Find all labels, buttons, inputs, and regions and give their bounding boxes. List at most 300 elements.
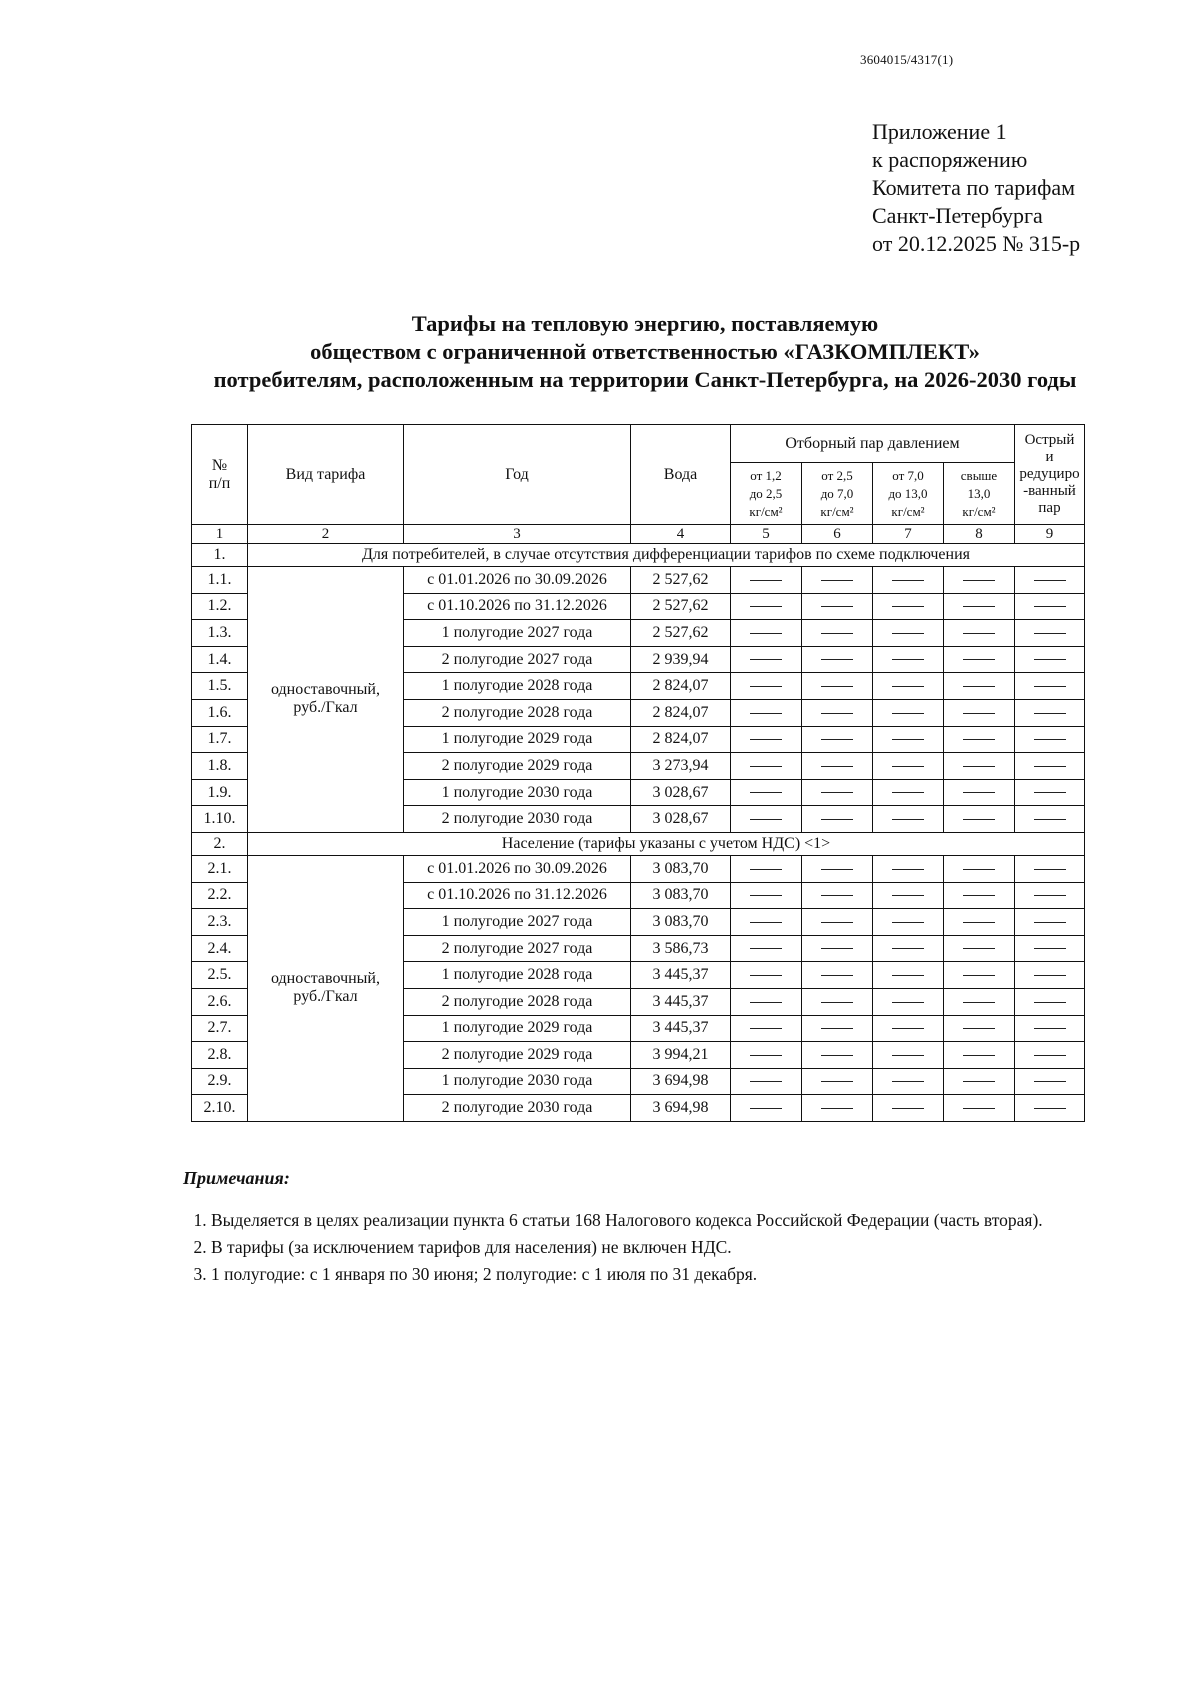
empty-dash-cell <box>731 909 802 936</box>
empty-dash-cell <box>1015 909 1085 936</box>
empty-dash-cell <box>1015 806 1085 833</box>
empty-dash-cell <box>731 855 802 882</box>
dash-mark <box>821 792 853 793</box>
row-number: 1.6. <box>192 699 248 726</box>
dash-mark <box>892 633 924 634</box>
water-tariff: 3 273,94 <box>631 753 731 780</box>
empty-dash-cell <box>731 593 802 620</box>
period: 2 полугодие 2027 года <box>404 646 631 673</box>
water-tariff: 3 694,98 <box>631 1068 731 1095</box>
dash-mark <box>963 713 995 714</box>
dash-mark <box>963 739 995 740</box>
empty-dash-cell <box>944 699 1015 726</box>
empty-dash-cell <box>731 673 802 700</box>
note-item: 1. Выделяется в целях реализации пункта 6 статьи 168 Налогового кодекса Российской Федерации (часть вторая). <box>211 1208 1156 1232</box>
column-number: 4 <box>631 525 731 544</box>
empty-dash-cell <box>944 909 1015 936</box>
empty-dash-cell <box>873 1068 944 1095</box>
period: 2 полугодие 2030 года <box>404 1095 631 1122</box>
dash-mark <box>1034 1108 1066 1109</box>
dash-mark <box>963 766 995 767</box>
period: 1 полугодие 2029 года <box>404 1015 631 1042</box>
row-number: 2.1. <box>192 855 248 882</box>
dash-mark <box>1034 766 1066 767</box>
water-tariff: 3 994,21 <box>631 1042 731 1069</box>
header-water: Вода <box>631 425 731 525</box>
row-number: 2.3. <box>192 909 248 936</box>
empty-dash-cell <box>802 882 873 909</box>
column-number: 3 <box>404 525 631 544</box>
dash-mark <box>821 975 853 976</box>
dash-mark <box>892 606 924 607</box>
dash-mark <box>821 922 853 923</box>
empty-dash-cell <box>944 593 1015 620</box>
dash-mark <box>1034 659 1066 660</box>
water-tariff: 2 824,07 <box>631 699 731 726</box>
row-number: 1.1. <box>192 567 248 594</box>
dash-mark <box>821 1108 853 1109</box>
row-number: 1.3. <box>192 620 248 647</box>
water-tariff: 3 083,70 <box>631 882 731 909</box>
table-row <box>192 567 1085 594</box>
period: 1 полугодие 2030 года <box>404 779 631 806</box>
dash-mark <box>892 1028 924 1029</box>
dash-mark <box>892 1108 924 1109</box>
dash-mark <box>1034 948 1066 949</box>
appendix-line: к распоряжению <box>872 147 1028 172</box>
section-number: 1. <box>192 544 248 567</box>
dash-mark <box>892 686 924 687</box>
empty-dash-cell <box>802 988 873 1015</box>
empty-dash-cell <box>1015 855 1085 882</box>
period: 1 полугодие 2027 года <box>404 620 631 647</box>
row-number: 2.8. <box>192 1042 248 1069</box>
column-numbers-row <box>192 525 1085 544</box>
row-number: 2.6. <box>192 988 248 1015</box>
notes-title: Примечания: <box>183 1168 290 1188</box>
note-item: 2. В тарифы (за исключением тарифов для населения) не включен НДС. <box>211 1235 1156 1259</box>
dash-mark <box>821 895 853 896</box>
header-sharp-steam: Острый и редуциро -ванный пар <box>1015 425 1085 525</box>
empty-dash-cell <box>944 779 1015 806</box>
water-tariff: 2 527,62 <box>631 620 731 647</box>
empty-dash-cell <box>873 806 944 833</box>
section-row <box>192 832 1085 855</box>
empty-dash-cell <box>873 699 944 726</box>
dash-mark <box>963 659 995 660</box>
empty-dash-cell <box>802 673 873 700</box>
empty-dash-cell <box>802 779 873 806</box>
header-steam-4: свыше 13,0 кг/см² <box>944 463 1015 525</box>
dash-mark <box>821 766 853 767</box>
dash-mark <box>750 869 782 870</box>
period: с 01.10.2026 по 31.12.2026 <box>404 593 631 620</box>
period: с 01.01.2026 по 30.09.2026 <box>404 567 631 594</box>
water-tariff: 3 083,70 <box>631 855 731 882</box>
empty-dash-cell <box>802 726 873 753</box>
dash-mark <box>892 819 924 820</box>
empty-dash-cell <box>873 779 944 806</box>
water-tariff: 3 028,67 <box>631 779 731 806</box>
row-number: 2.5. <box>192 962 248 989</box>
empty-dash-cell <box>802 620 873 647</box>
empty-dash-cell <box>873 855 944 882</box>
dash-mark <box>750 1081 782 1082</box>
empty-dash-cell <box>944 988 1015 1015</box>
empty-dash-cell <box>731 1068 802 1095</box>
dash-mark <box>963 633 995 634</box>
water-tariff: 3 694,98 <box>631 1095 731 1122</box>
dash-mark <box>1034 580 1066 581</box>
water-tariff: 3 586,73 <box>631 935 731 962</box>
dash-mark <box>821 606 853 607</box>
empty-dash-cell <box>1015 935 1085 962</box>
water-tariff: 3 445,37 <box>631 962 731 989</box>
dash-mark <box>750 606 782 607</box>
empty-dash-cell <box>731 882 802 909</box>
dash-mark <box>1034 895 1066 896</box>
empty-dash-cell <box>802 1068 873 1095</box>
period: 2 полугодие 2030 года <box>404 806 631 833</box>
row-number: 1.10. <box>192 806 248 833</box>
appendix-line: от 20.12.2025 № 315-р <box>872 231 1081 256</box>
period: 2 полугодие 2029 года <box>404 753 631 780</box>
period: 1 полугодие 2028 года <box>404 962 631 989</box>
empty-dash-cell <box>802 1015 873 1042</box>
empty-dash-cell <box>873 882 944 909</box>
empty-dash-cell <box>731 620 802 647</box>
water-tariff: 3 445,37 <box>631 988 731 1015</box>
tariff-kind: одноставочный, руб./Гкал <box>248 567 404 833</box>
empty-dash-cell <box>873 988 944 1015</box>
empty-dash-cell <box>1015 699 1085 726</box>
water-tariff: 2 939,94 <box>631 646 731 673</box>
header-kind: Вид тарифа <box>248 425 404 525</box>
dash-mark <box>750 659 782 660</box>
row-number: 2.7. <box>192 1015 248 1042</box>
empty-dash-cell <box>944 620 1015 647</box>
column-number: 7 <box>873 525 944 544</box>
dash-mark <box>963 580 995 581</box>
empty-dash-cell <box>802 855 873 882</box>
empty-dash-cell <box>873 935 944 962</box>
column-number: 8 <box>944 525 1015 544</box>
empty-dash-cell <box>1015 753 1085 780</box>
dash-mark <box>821 659 853 660</box>
empty-dash-cell <box>802 1095 873 1122</box>
empty-dash-cell <box>1015 962 1085 989</box>
column-number: 6 <box>802 525 873 544</box>
dash-mark <box>750 766 782 767</box>
dash-mark <box>821 580 853 581</box>
water-tariff: 3 083,70 <box>631 909 731 936</box>
header-steam-3: от 7,0 до 13,0 кг/см² <box>873 463 944 525</box>
row-number: 2.2. <box>192 882 248 909</box>
dash-mark <box>750 819 782 820</box>
period: 2 полугодие 2029 года <box>404 1042 631 1069</box>
empty-dash-cell <box>944 673 1015 700</box>
period: 2 полугодие 2028 года <box>404 988 631 1015</box>
row-number: 2.10. <box>192 1095 248 1122</box>
empty-dash-cell <box>944 1015 1015 1042</box>
empty-dash-cell <box>731 1042 802 1069</box>
dash-mark <box>892 869 924 870</box>
empty-dash-cell <box>873 593 944 620</box>
dash-mark <box>750 633 782 634</box>
dash-mark <box>963 1055 995 1056</box>
dash-mark <box>963 1002 995 1003</box>
empty-dash-cell <box>1015 620 1085 647</box>
empty-dash-cell <box>1015 1015 1085 1042</box>
empty-dash-cell <box>731 1015 802 1042</box>
column-number: 1 <box>192 525 248 544</box>
empty-dash-cell <box>731 779 802 806</box>
empty-dash-cell <box>944 753 1015 780</box>
water-tariff: 3 445,37 <box>631 1015 731 1042</box>
dash-mark <box>1034 739 1066 740</box>
dash-mark <box>821 869 853 870</box>
dash-mark <box>750 948 782 949</box>
dash-mark <box>750 922 782 923</box>
header-year: Год <box>404 425 631 525</box>
dash-mark <box>892 739 924 740</box>
title-line: Тарифы на тепловую энергию, поставляемую <box>411 311 879 336</box>
appendix-line: Комитета по тарифам <box>872 175 1076 200</box>
section-title: Население (тарифы указаны с учетом НДС) <1> <box>248 832 1085 855</box>
dash-mark <box>963 686 995 687</box>
section-title: Для потребителей, в случае отсутствия дифференциации тарифов по схеме подключения <box>248 544 1085 567</box>
empty-dash-cell <box>1015 646 1085 673</box>
empty-dash-cell <box>731 646 802 673</box>
dash-mark <box>963 1108 995 1109</box>
period: с 01.10.2026 по 31.12.2026 <box>404 882 631 909</box>
dash-mark <box>821 948 853 949</box>
dash-mark <box>750 686 782 687</box>
dash-mark <box>963 792 995 793</box>
dash-mark <box>1034 1002 1066 1003</box>
dash-mark <box>1034 1081 1066 1082</box>
empty-dash-cell <box>873 673 944 700</box>
document-id: 3604015/4317(1) <box>860 52 954 67</box>
title-line: обществом с ограниченной ответственностью «ГАЗКОМПЛЕКТ» <box>310 339 980 364</box>
empty-dash-cell <box>802 567 873 594</box>
empty-dash-cell <box>1015 1095 1085 1122</box>
dash-mark <box>750 713 782 714</box>
dash-mark <box>892 975 924 976</box>
empty-dash-cell <box>1015 593 1085 620</box>
dash-mark <box>821 819 853 820</box>
table-row <box>192 855 1085 882</box>
period: 1 полугодие 2028 года <box>404 673 631 700</box>
empty-dash-cell <box>873 753 944 780</box>
dash-mark <box>821 686 853 687</box>
dash-mark <box>963 895 995 896</box>
row-number: 2.4. <box>192 935 248 962</box>
row-number: 1.7. <box>192 726 248 753</box>
row-number: 1.9. <box>192 779 248 806</box>
empty-dash-cell <box>731 726 802 753</box>
note-item: 3. 1 полугодие: с 1 января по 30 июня; 2 полугодие: с 1 июля по 31 декабря. <box>211 1262 1156 1286</box>
empty-dash-cell <box>944 1095 1015 1122</box>
dash-mark <box>1034 792 1066 793</box>
row-number: 2.9. <box>192 1068 248 1095</box>
empty-dash-cell <box>873 1095 944 1122</box>
empty-dash-cell <box>731 699 802 726</box>
dash-mark <box>750 792 782 793</box>
dash-mark <box>750 1108 782 1109</box>
dash-mark <box>892 1002 924 1003</box>
dash-mark <box>1034 1028 1066 1029</box>
dash-mark <box>892 580 924 581</box>
dash-mark <box>892 713 924 714</box>
dash-mark <box>1034 606 1066 607</box>
empty-dash-cell <box>944 806 1015 833</box>
dash-mark <box>1034 922 1066 923</box>
water-tariff: 2 824,07 <box>631 673 731 700</box>
empty-dash-cell <box>944 855 1015 882</box>
empty-dash-cell <box>873 909 944 936</box>
empty-dash-cell <box>802 1042 873 1069</box>
dash-mark <box>892 766 924 767</box>
column-number: 5 <box>731 525 802 544</box>
dash-mark <box>1034 869 1066 870</box>
dash-mark <box>892 895 924 896</box>
dash-mark <box>892 922 924 923</box>
empty-dash-cell <box>873 1042 944 1069</box>
dash-mark <box>821 1002 853 1003</box>
dash-mark <box>750 1028 782 1029</box>
empty-dash-cell <box>944 567 1015 594</box>
appendix-line: Санкт-Петербурга <box>872 203 1043 228</box>
empty-dash-cell <box>802 806 873 833</box>
empty-dash-cell <box>873 646 944 673</box>
empty-dash-cell <box>944 962 1015 989</box>
water-tariff: 2 824,07 <box>631 726 731 753</box>
section-row <box>192 544 1085 567</box>
dash-mark <box>821 1081 853 1082</box>
period: 2 полугодие 2027 года <box>404 935 631 962</box>
empty-dash-cell <box>873 726 944 753</box>
section-number: 2. <box>192 832 248 855</box>
dash-mark <box>892 792 924 793</box>
dash-mark <box>892 659 924 660</box>
water-tariff: 2 527,62 <box>631 567 731 594</box>
empty-dash-cell <box>802 935 873 962</box>
empty-dash-cell <box>873 962 944 989</box>
column-number: 2 <box>248 525 404 544</box>
empty-dash-cell <box>944 882 1015 909</box>
empty-dash-cell <box>944 646 1015 673</box>
dash-mark <box>750 580 782 581</box>
row-number: 1.8. <box>192 753 248 780</box>
dash-mark <box>963 869 995 870</box>
appendix-block <box>872 118 1080 258</box>
dash-mark <box>1034 686 1066 687</box>
water-tariff: 2 527,62 <box>631 593 731 620</box>
header-num: № п/п <box>192 425 248 525</box>
dash-mark <box>1034 975 1066 976</box>
row-number: 1.2. <box>192 593 248 620</box>
dash-mark <box>750 1002 782 1003</box>
empty-dash-cell <box>731 962 802 989</box>
empty-dash-cell <box>944 935 1015 962</box>
dash-mark <box>821 1028 853 1029</box>
tariff-table <box>191 424 1085 1122</box>
empty-dash-cell <box>873 567 944 594</box>
column-number: 9 <box>1015 525 1085 544</box>
empty-dash-cell <box>1015 1042 1085 1069</box>
empty-dash-cell <box>731 806 802 833</box>
dash-mark <box>963 948 995 949</box>
empty-dash-cell <box>802 753 873 780</box>
period: 1 полугодие 2027 года <box>404 909 631 936</box>
dash-mark <box>963 975 995 976</box>
empty-dash-cell <box>873 620 944 647</box>
empty-dash-cell <box>944 1068 1015 1095</box>
empty-dash-cell <box>731 753 802 780</box>
empty-dash-cell <box>1015 882 1085 909</box>
period: 1 полугодие 2030 года <box>404 1068 631 1095</box>
empty-dash-cell <box>802 962 873 989</box>
empty-dash-cell <box>1015 726 1085 753</box>
period: 2 полугодие 2028 года <box>404 699 631 726</box>
dash-mark <box>892 1081 924 1082</box>
empty-dash-cell <box>731 988 802 1015</box>
dash-mark <box>1034 713 1066 714</box>
document-title <box>150 310 1140 394</box>
empty-dash-cell <box>1015 673 1085 700</box>
notes-list <box>183 1208 1156 1289</box>
dash-mark <box>963 606 995 607</box>
empty-dash-cell <box>802 646 873 673</box>
water-tariff: 3 028,67 <box>631 806 731 833</box>
empty-dash-cell <box>731 1095 802 1122</box>
title-line: потребителям, расположенным на территории Санкт-Петербурга, на 2026-2030 годы <box>213 367 1077 392</box>
dash-mark <box>821 633 853 634</box>
empty-dash-cell <box>1015 779 1085 806</box>
empty-dash-cell <box>802 593 873 620</box>
dash-mark <box>821 739 853 740</box>
header-steam-2: от 2,5 до 7,0 кг/см² <box>802 463 873 525</box>
header-steam-group: Отборный пар давлением <box>731 425 1015 463</box>
empty-dash-cell <box>802 909 873 936</box>
dash-mark <box>750 975 782 976</box>
empty-dash-cell <box>731 935 802 962</box>
dash-mark <box>963 1028 995 1029</box>
dash-mark <box>750 895 782 896</box>
dash-mark <box>963 819 995 820</box>
empty-dash-cell <box>873 1015 944 1042</box>
empty-dash-cell <box>1015 567 1085 594</box>
row-number: 1.5. <box>192 673 248 700</box>
dash-mark <box>892 1055 924 1056</box>
header-steam-1: от 1,2 до 2,5 кг/см² <box>731 463 802 525</box>
dash-mark <box>1034 819 1066 820</box>
dash-mark <box>821 1055 853 1056</box>
empty-dash-cell <box>731 567 802 594</box>
dash-mark <box>750 739 782 740</box>
empty-dash-cell <box>944 1042 1015 1069</box>
dash-mark <box>750 1055 782 1056</box>
dash-mark <box>892 948 924 949</box>
dash-mark <box>1034 633 1066 634</box>
empty-dash-cell <box>1015 1068 1085 1095</box>
empty-dash-cell <box>944 726 1015 753</box>
empty-dash-cell <box>1015 988 1085 1015</box>
period: с 01.01.2026 по 30.09.2026 <box>404 855 631 882</box>
empty-dash-cell <box>802 699 873 726</box>
dash-mark <box>1034 1055 1066 1056</box>
